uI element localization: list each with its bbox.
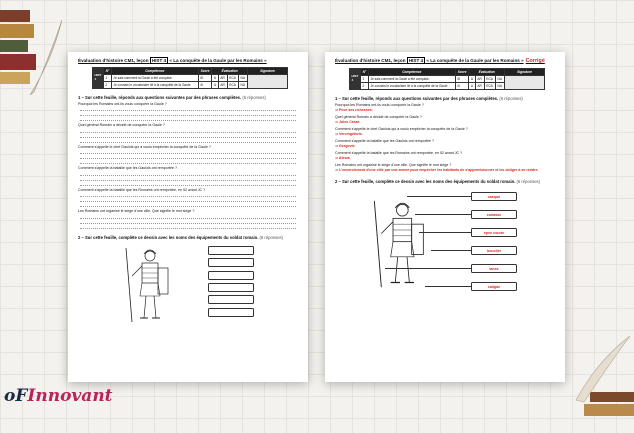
row-competence: Je connais le vocabulaire lié à la conquête de la Gaule. <box>368 82 455 89</box>
eval-ar: AR <box>218 81 227 88</box>
feather-decoration <box>570 330 634 433</box>
label-epee: épée courte <box>471 228 517 237</box>
answer-line <box>80 138 296 143</box>
question-1: Pourquoi les Romains ont-ils voulu conquérir la Gaule ? <box>78 101 167 106</box>
question-4: Comment s'appelle la bataille que les Gaulois ont remportée ? <box>78 166 177 171</box>
header-num: N° <box>103 67 111 74</box>
section-1-heading: 1 – Sur cette feuille, réponds aux questions suivantes par des phrases complètes. (6 réponses) <box>335 95 523 101</box>
header-score: Score <box>455 68 469 75</box>
vertical-label: HIST 4 <box>93 67 104 88</box>
answer-line <box>80 181 296 186</box>
blank-label-box <box>208 308 254 317</box>
connector-line <box>407 196 471 197</box>
row-competence: Je sais comment la Gaule a été conquise. <box>368 75 455 82</box>
question-2: Quel général Romain a décidé de conquérir la Gaule ? <box>335 114 422 119</box>
connector-line <box>431 250 471 251</box>
header-evaluation: Évaluation <box>469 68 505 75</box>
question-3: Comment s'appelle le chef Gaulois qui a voulu empêcher la conquête de la Gaule ? <box>78 144 211 149</box>
row-num: 2 <box>360 82 368 89</box>
answer-3: ⇒ Vercingétorix. <box>335 132 363 137</box>
connector-line <box>419 232 471 233</box>
title-text: Évaluation d'histoire CM1, leçon <box>78 58 150 63</box>
answer-4: ⇒ Gergovie. <box>335 144 356 149</box>
eval-na: NA <box>496 75 505 82</box>
label-cuirasse: cuirasse <box>471 210 517 219</box>
label-lance: lance <box>471 264 517 273</box>
title-text: Évaluation d'histoire CM1, leçon <box>335 58 407 63</box>
answer-key-sheet <box>325 52 565 382</box>
answer-line <box>80 224 296 229</box>
header-num: N° <box>360 68 368 75</box>
connector-line <box>415 214 471 215</box>
title-text-2: « La conquête de la Gaule par les Romains » <box>425 58 524 63</box>
evaluation-sheet <box>68 52 308 382</box>
roman-soldier-drawing <box>118 246 178 324</box>
evaluation-table <box>349 68 545 90</box>
answer-5: ⇒ Alésia. <box>335 156 351 161</box>
question-6: Les Romains ont organisé le siège d'une ville. Que signifie le mot siège ? <box>335 162 452 167</box>
sheet-title <box>78 58 298 64</box>
eval-eca: ECA <box>484 75 495 82</box>
question-1: Pourquoi les Romains ont-ils voulu conquérir la Gaule ? <box>335 103 424 107</box>
row-competence: Je connais le vocabulaire lié à la conquête de la Gaule. <box>111 81 198 88</box>
lesson-code: HIST 4 <box>408 58 424 63</box>
row-competence: Je sais comment la Gaule a été conquise. <box>111 74 198 81</box>
question-2: Quel général Romain a décidé de conquérir la Gaule ? <box>78 123 165 128</box>
lesson-code: HIST 4 <box>151 58 167 63</box>
roman-soldier-drawing <box>365 190 435 298</box>
label-casque: casque <box>471 192 517 201</box>
blank-label-box <box>208 258 254 267</box>
eval-a: A <box>212 81 219 88</box>
eval-na: NA <box>239 74 248 81</box>
signature-cell <box>505 75 545 89</box>
vertical-label: HIST 4 <box>350 68 361 89</box>
books-decoration <box>0 0 66 150</box>
blank-label-box <box>208 271 254 280</box>
sheet-title <box>335 58 555 65</box>
connector-line <box>385 268 471 269</box>
blank-label-box <box>208 246 254 255</box>
header-evaluation: Évaluation <box>212 67 248 74</box>
eval-na: NA <box>496 82 505 89</box>
section-1-heading: 1 – Sur cette feuille, réponds aux questions suivantes par des phrases complètes. (6 réponses) <box>78 94 266 100</box>
eval-ar: AR <box>475 75 484 82</box>
answer-line <box>80 202 296 207</box>
answer-2: ⇒ Jules César. <box>335 120 360 125</box>
row-score: /6 <box>198 81 212 88</box>
question-6: Les Romains ont organisé le siège d'une ville. Que signifie le mot siège ? <box>78 209 195 214</box>
row-score: /8 <box>198 74 212 81</box>
eval-a: A <box>469 75 476 82</box>
brand-logo: oFInnovant <box>4 386 113 406</box>
connector-line <box>425 286 471 287</box>
blank-label-box <box>208 283 254 292</box>
answer-1: ⇒ Pour ses richesses. <box>335 108 373 113</box>
row-num: 2 <box>103 81 111 88</box>
header-signature: Signature <box>505 68 545 75</box>
eval-na: NA <box>239 81 248 88</box>
question-5: Comment s'appelle la bataille que les Romains ont remportée, en 52 avant JC ? <box>335 150 463 155</box>
soldier-figure <box>78 244 298 324</box>
eval-a: A <box>469 82 476 89</box>
section-2-heading: 2 – Sur cette feuille, complète ce dessin avec les noms des équipements du soldat romain. (6 réponses) <box>335 178 541 184</box>
label-bouclier: bouclier <box>471 246 517 255</box>
answer-6: ⇒ L'encerclement d'une ville par une armée pour empêcher les habitants de s'approvisionner et les obliger à se rendre. <box>335 168 539 173</box>
signature-cell <box>248 74 288 88</box>
answer-line <box>80 159 296 164</box>
eval-a: A <box>212 74 219 81</box>
evaluation-table <box>92 67 288 89</box>
row-num: 1 <box>360 75 368 82</box>
eval-eca: ECA <box>227 81 238 88</box>
header-competence: Compétence <box>368 68 455 75</box>
title-text-2: « La conquête de la Gaule par les Romains » <box>168 58 267 63</box>
header-competence: Compétence <box>111 67 198 74</box>
label-caligae: caligae <box>471 282 517 291</box>
eval-eca: ECA <box>484 82 495 89</box>
eval-eca: ECA <box>227 74 238 81</box>
answer-line <box>80 116 296 121</box>
section-2-heading: 2 – Sur cette feuille, complète ce dessin avec les noms des équipements du soldat romain. (6 réponses) <box>78 234 284 240</box>
soldier-figure <box>335 188 555 298</box>
header-signature: Signature <box>248 67 288 74</box>
corrige-label: Corrigé <box>525 58 545 64</box>
eval-ar: AR <box>475 82 484 89</box>
question-3: Comment s'appelle le chef Gaulois qui a voulu empêcher la conquête de la Gaule ? <box>335 126 468 131</box>
row-score: /6 <box>455 82 469 89</box>
question-4: Comment s'appelle la bataille que les Gaulois ont remportée ? <box>335 138 434 143</box>
header-score: Score <box>198 67 212 74</box>
row-score: /8 <box>455 75 469 82</box>
eval-ar: AR <box>218 74 227 81</box>
row-num: 1 <box>103 74 111 81</box>
blank-label-box <box>208 295 254 304</box>
question-5: Comment s'appelle la bataille que les Romains ont remportée, en 52 avant JC ? <box>78 187 206 192</box>
